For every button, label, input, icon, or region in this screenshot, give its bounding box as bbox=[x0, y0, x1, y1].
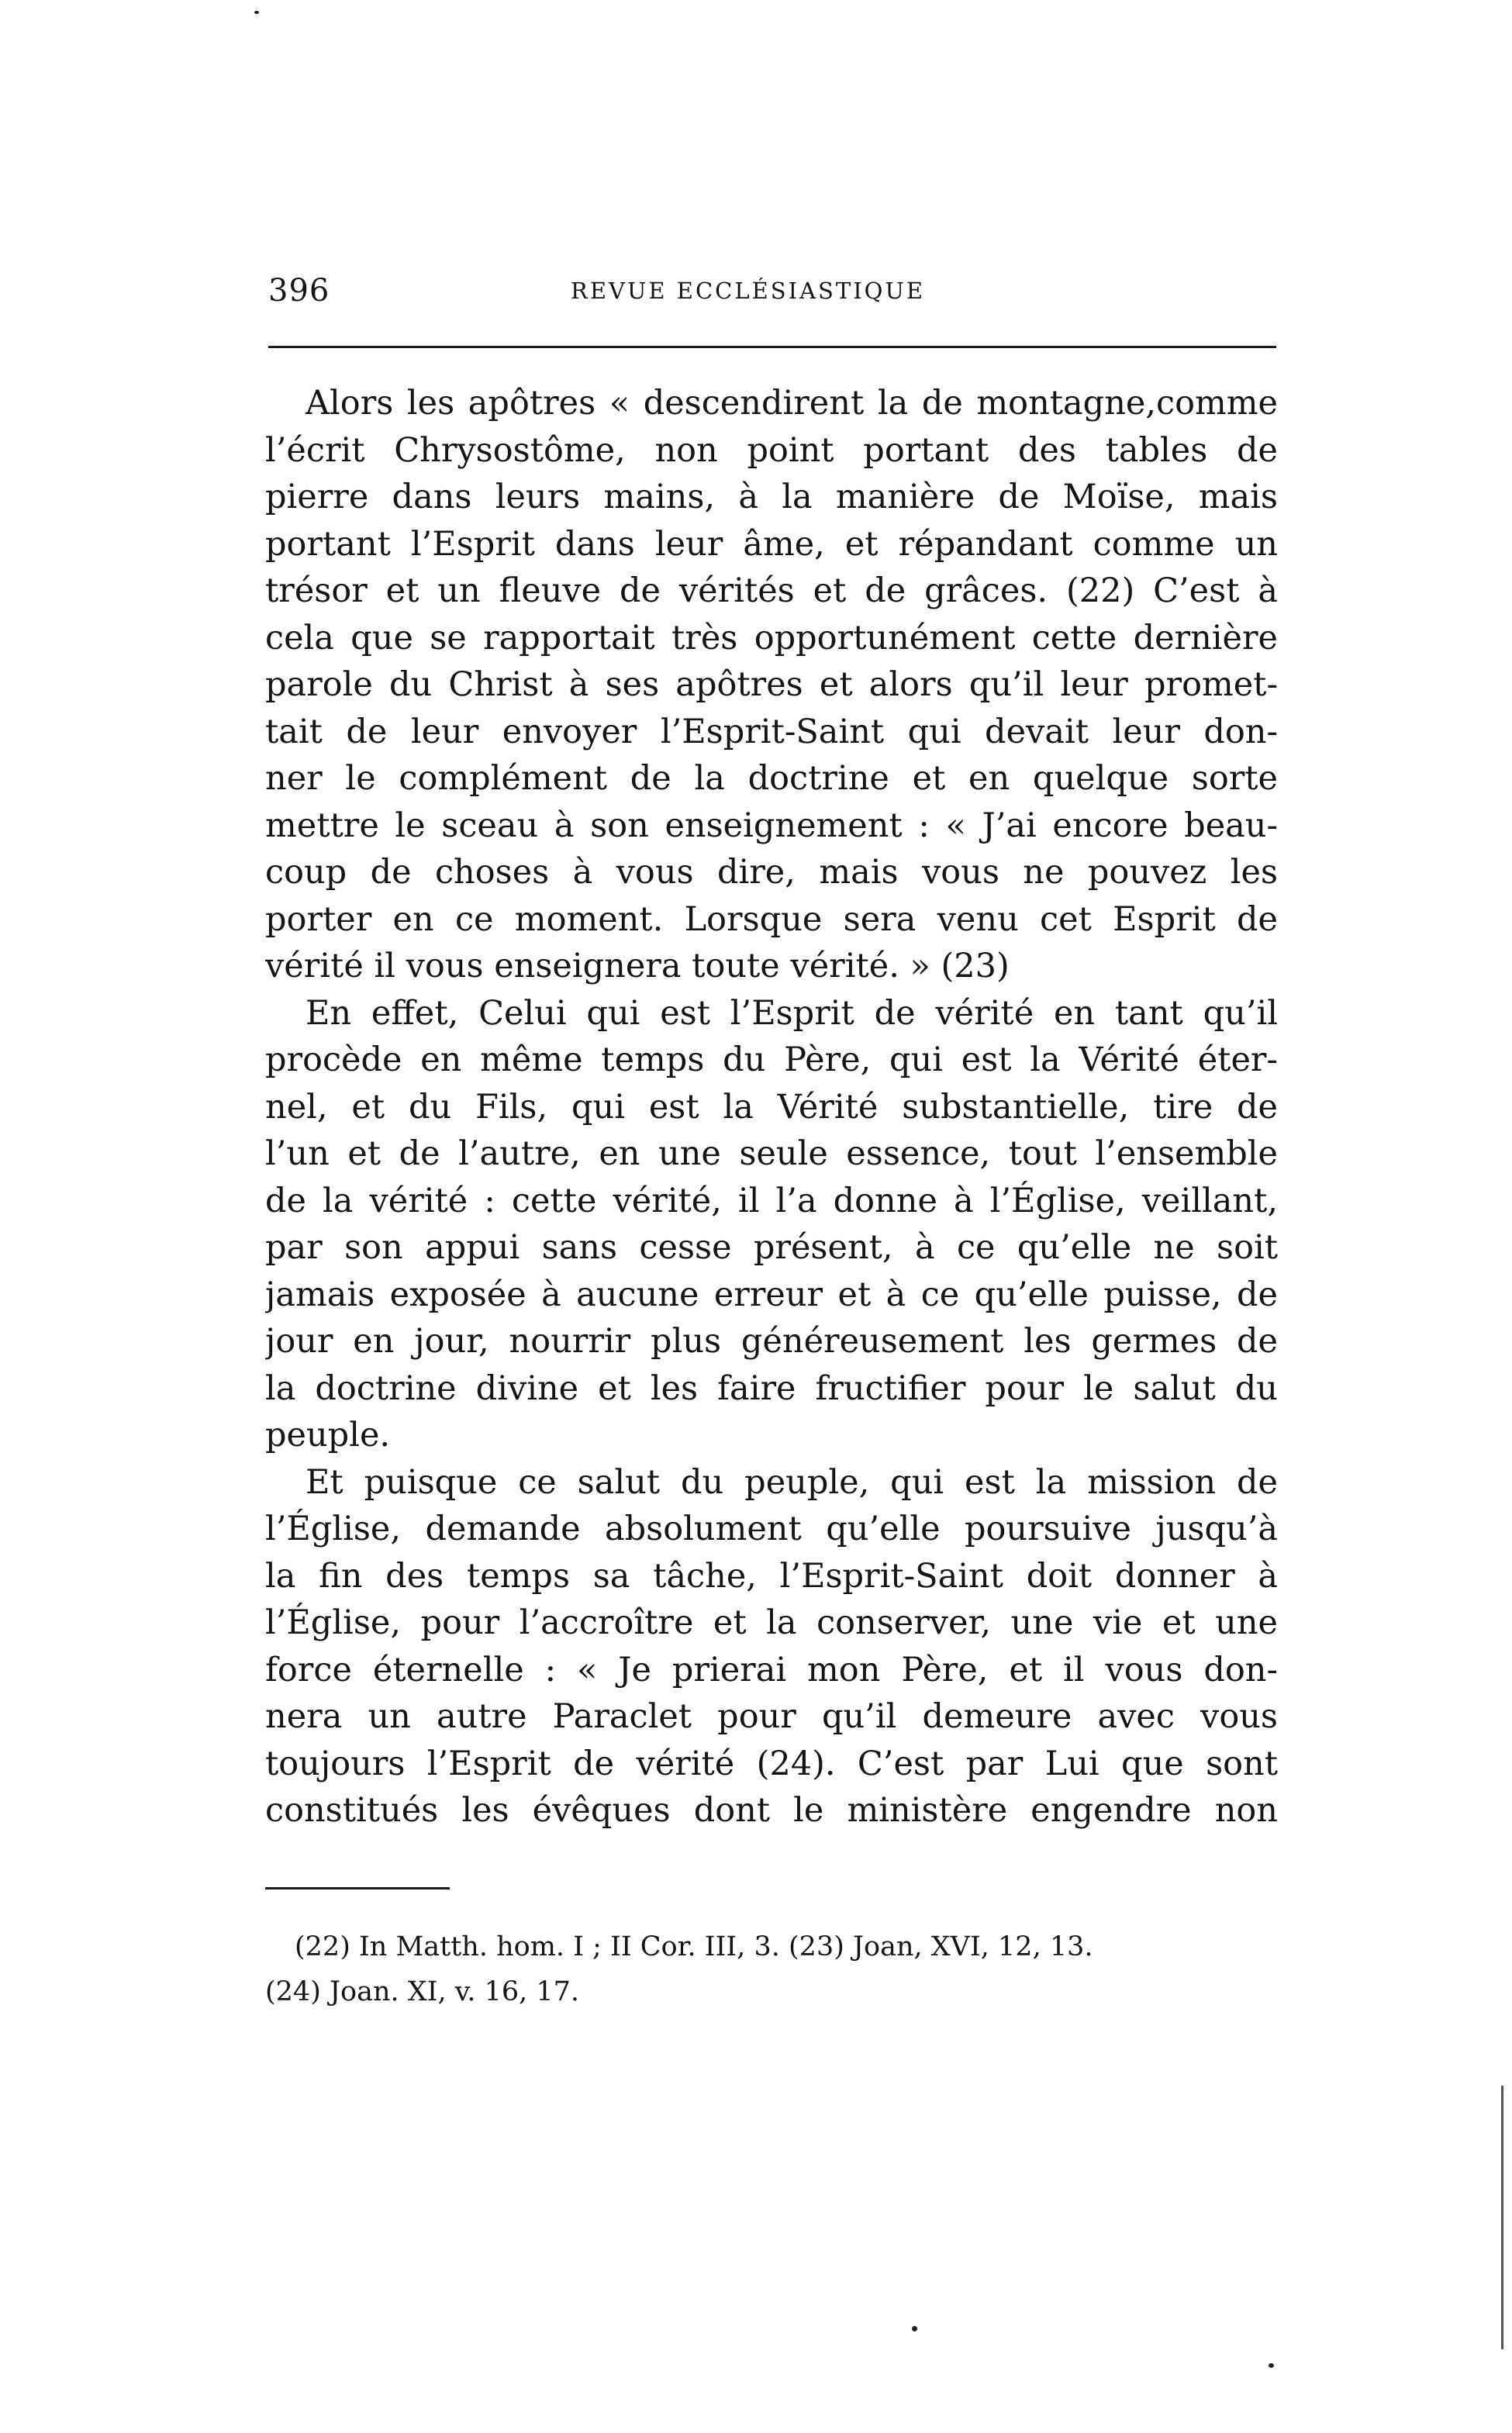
body-line: procède en même temps du Père, qui est la Vérité éter- bbox=[265, 1040, 1278, 1079]
body-text bbox=[265, 380, 1278, 1834]
body-line: par son appui sans cesse présent, à ce qu’elle ne soit bbox=[265, 1228, 1278, 1267]
body-line: de la vérité : cette vérité, il l’a donne à l’Église, veillant, bbox=[265, 1181, 1278, 1220]
page-number: 396 bbox=[268, 273, 330, 309]
body-line: Et puisque ce salut du peuple, qui est la mission de bbox=[306, 1462, 1278, 1502]
scan-speck bbox=[254, 11, 259, 14]
scan-edge-mark bbox=[1501, 2086, 1503, 2349]
body-line: l’écrit Chrysostôme, non point portant des tables de bbox=[265, 430, 1278, 470]
body-line: ner le complément de la doctrine et en quelque sorte bbox=[265, 759, 1278, 798]
body-line: pierre dans leurs mains, à la manière de Moïse, mais bbox=[265, 478, 1278, 516]
body-line: trésor et un fleuve de vérités et de grâces. (22) C’est à bbox=[265, 571, 1278, 610]
body-line: cela que se rapportait très opportunément cette dernière bbox=[265, 618, 1278, 657]
body-line: mettre le sceau à son enseignement : « J’ai encore beau- bbox=[265, 806, 1278, 845]
body-line: parole du Christ à ses apôtres et alors qu’il leur promet- bbox=[265, 665, 1278, 704]
body-line: Alors les apôtres « descendirent la de montagne,comme bbox=[306, 384, 1278, 423]
body-line: constitués les évêques dont le ministère engendre non bbox=[265, 1791, 1278, 1830]
body-line: jour en jour, nourrir plus généreusement les germes de bbox=[265, 1322, 1278, 1361]
body-line: peuple. bbox=[265, 1416, 391, 1455]
body-line: porter en ce moment. Lorsque sera venu cet Esprit de bbox=[265, 899, 1278, 939]
body-line: portant l’Esprit dans leur âme, et répandant comme un bbox=[265, 524, 1278, 564]
body-line: la doctrine divine et les faire fructifier pour le salut du bbox=[265, 1368, 1278, 1408]
body-line: l’un et de l’autre, en une seule essence, tout l’ensemble bbox=[265, 1134, 1278, 1173]
body-line: coup de choses à vous dire, mais vous ne pouvez les bbox=[265, 853, 1278, 892]
body-line: nel, et du Fils, qui est la Vérité substantielle, tire de bbox=[265, 1087, 1278, 1127]
footnote-line: (22) In Matth. hom. I ; II Cor. III, 3. (23) Joan, XVI, 12, 13. bbox=[295, 1931, 1093, 1962]
body-line: vérité il vous enseignera toute vérité. » (23) bbox=[265, 947, 1010, 985]
body-line: toujours l’Esprit de vérité (24). C’est par Lui que sont bbox=[265, 1744, 1278, 1783]
page-header bbox=[268, 273, 1276, 319]
footnotes bbox=[265, 1924, 1278, 2014]
body-line: jamais exposée à aucune erreur et à ce qu’elle puisse, de bbox=[265, 1275, 1278, 1314]
body-line: la fin des temps sa tâche, l’Esprit-Saint doit donner à bbox=[265, 1556, 1278, 1596]
body-line: En effet, Celui qui est l’Esprit de vérité en tant qu’il bbox=[306, 993, 1278, 1033]
body-line: force éternelle : « Je prierai mon Père, et il vous don- bbox=[265, 1650, 1278, 1689]
body-line: l’Église, demande absolument qu’elle poursuive jusqu’à bbox=[265, 1510, 1278, 1548]
header-rule bbox=[268, 346, 1276, 348]
body-line: nera un autre Paraclet pour qu’il demeure avec vous bbox=[265, 1697, 1278, 1736]
scan-speck bbox=[1269, 2363, 1274, 2368]
scan-speck bbox=[912, 2326, 917, 2331]
body-line: tait de leur envoyer l’Esprit-Saint qui devait leur don- bbox=[265, 712, 1278, 751]
body-line: l’Église, pour l’accroître et la conserver, une vie et une bbox=[265, 1603, 1278, 1642]
running-title: REVUE ECCLÉSIASTIQUE bbox=[571, 278, 926, 304]
footnote-rule bbox=[265, 1887, 450, 1889]
footnote-line: (24) Joan. XI, v. 16, 17. bbox=[265, 1976, 580, 2007]
